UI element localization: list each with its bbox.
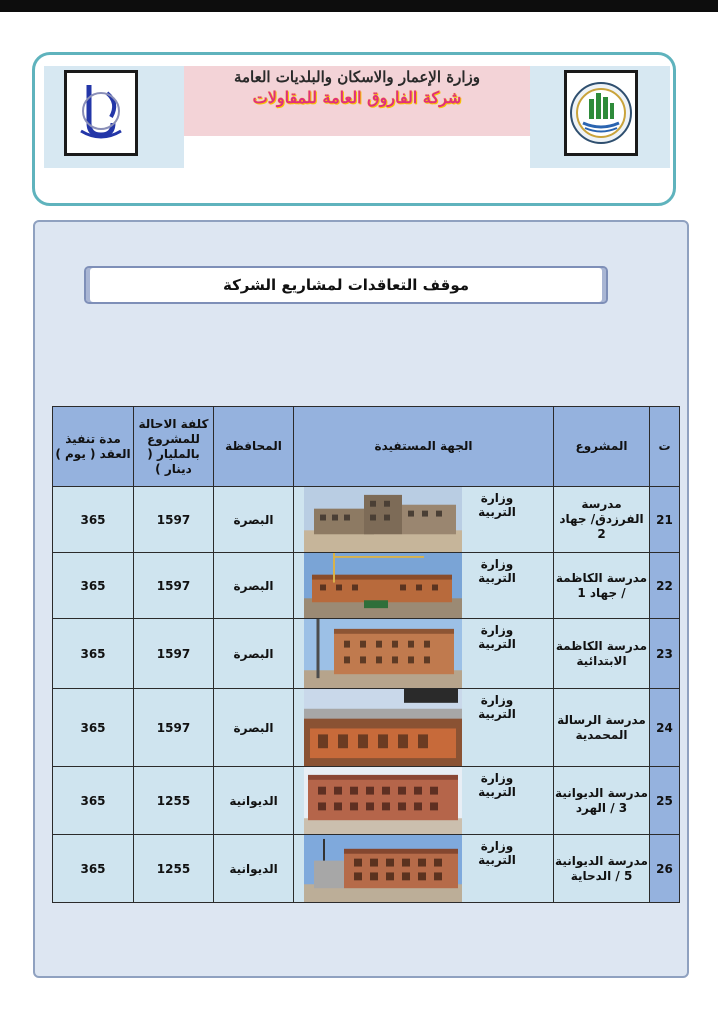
row-cost: 1597 (134, 619, 214, 689)
row-governorate: الديوانية (214, 835, 294, 903)
row-governorate: البصرة (214, 487, 294, 553)
page-title: موقف التعاقدات لمشاريع الشركة (84, 266, 608, 304)
header-index: ت (650, 407, 680, 487)
row-beneficiary-cell (294, 767, 554, 835)
row-index: 21 (650, 487, 680, 553)
projects-table (52, 406, 680, 903)
row-beneficiary-cell (294, 487, 554, 553)
row-cost: 1597 (134, 689, 214, 767)
top-border-strip (0, 0, 718, 12)
row-index: 22 (650, 553, 680, 619)
school-building-photo (304, 689, 462, 766)
company-logo-icon (64, 70, 138, 156)
school-building-photo (304, 553, 462, 618)
row-duration: 365 (53, 487, 134, 553)
row-index: 25 (650, 767, 680, 835)
school-building-photo (304, 619, 462, 688)
row-project: مدرسة الكاظمة / جهاد 1 (554, 553, 650, 619)
header-duration: مدة تنفيذ العقد ( يوم ) (53, 407, 134, 487)
header-cost: كلفة الاحالة للمشروع بالمليار ( دينار ) (134, 407, 214, 487)
header-project: المشروع (554, 407, 650, 487)
row-governorate: الديوانية (214, 767, 294, 835)
row-index: 23 (650, 619, 680, 689)
row-project: مدرسة الكاظمة الابتدائية (554, 619, 650, 689)
row-index: 24 (650, 689, 680, 767)
header-governorate: المحافظة (214, 407, 294, 487)
row-beneficiary-cell (294, 689, 554, 767)
row-beneficiary: وزارة التربية (478, 623, 516, 651)
row-beneficiary: وزارة التربية (478, 771, 516, 799)
row-beneficiary-cell (294, 553, 554, 619)
row-project: مدرسة الديوانية 5 / الدحاية (554, 835, 650, 903)
table-row (53, 553, 680, 619)
company-name: شركة الفاروق العامة للمقاولات (252, 88, 462, 107)
ministry-logo-icon (564, 70, 638, 156)
row-index: 26 (650, 835, 680, 903)
table-row (53, 619, 680, 689)
row-beneficiary-cell (294, 835, 554, 903)
row-governorate: البصرة (214, 553, 294, 619)
row-duration: 365 (53, 553, 134, 619)
row-cost: 1255 (134, 835, 214, 903)
ministry-name: وزارة الإعمار والاسكان والبلديات العامة (233, 68, 481, 86)
header (44, 66, 670, 168)
row-governorate: البصرة (214, 619, 294, 689)
row-cost: 1597 (134, 487, 214, 553)
row-duration: 365 (53, 619, 134, 689)
school-building-photo (304, 767, 462, 834)
school-building-photo (304, 487, 462, 552)
header-beneficiary: الجهة المستفيدة (294, 407, 554, 487)
table-row (53, 689, 680, 767)
table-row (53, 487, 680, 553)
row-beneficiary: وزارة التربية (478, 839, 516, 867)
school-building-photo (304, 835, 462, 902)
table-header-row (53, 407, 680, 487)
row-beneficiary: وزارة التربية (478, 491, 516, 519)
row-cost: 1255 (134, 767, 214, 835)
table-row (53, 835, 680, 903)
row-duration: 365 (53, 689, 134, 767)
row-beneficiary-cell (294, 619, 554, 689)
table-row (53, 767, 680, 835)
row-project: مدرسة الديوانية 3 / الهرد (554, 767, 650, 835)
row-beneficiary: وزارة التربية (478, 693, 516, 721)
row-duration: 365 (53, 835, 134, 903)
row-duration: 365 (53, 767, 134, 835)
row-cost: 1597 (134, 553, 214, 619)
row-governorate: البصرة (214, 689, 294, 767)
row-project: مدرسة الفرزدق/ جهاد 2 (554, 487, 650, 553)
row-beneficiary: وزارة التربية (478, 557, 516, 585)
row-project: مدرسة الرسالة المحمدية (554, 689, 650, 767)
header-title-band (184, 66, 530, 136)
